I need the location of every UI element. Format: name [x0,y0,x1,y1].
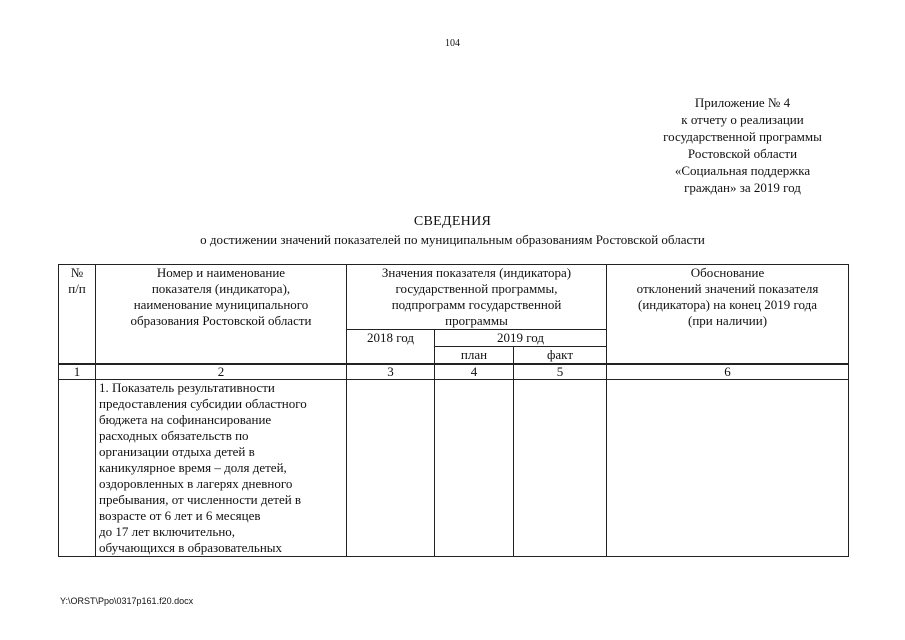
file-path-footer: Y:\ORST\Ppo\0317p161.f20.docx [60,596,194,606]
page-number: 104 [445,38,460,49]
column-number: 6 [607,364,849,380]
appendix-line: граждан» за 2019 год [684,180,801,195]
row-plan-cell [435,380,514,557]
header-values-line: подпрограмм государственной [391,297,562,312]
header-name-line: Номер и наименование [156,265,286,280]
header-justification-line: Обоснование [690,265,765,280]
header-fact: факт [514,347,607,365]
indicators-table [58,264,849,557]
appendix-block [610,94,875,196]
row-name-line: каникулярное время – доля детей, [99,460,287,475]
column-number: 3 [347,364,435,380]
appendix-line: Приложение № 4 [694,95,791,110]
header-values-line: программы [445,313,508,328]
row-name-line: пребывания, от численности детей в [99,492,302,507]
row-name-line: возрасте от 6 лет и 6 месяцев [99,508,261,523]
row-name-line: организации отдыха детей в [99,444,255,459]
row-name-line: оздоровленных в лагерях дневного [99,476,293,491]
column-number: 4 [435,364,514,380]
row-name-line: до 17 лет включительно, [99,524,236,539]
column-number: 5 [514,364,607,380]
row-name-line: бюджета на софинансирование [99,412,272,427]
header-values-line: государственной программы, [395,281,558,296]
document-subtitle: о достижении значений показателей по муниципальным образованиям Ростовской области [200,232,705,247]
header-plan: план [435,347,514,365]
header-name-line: показателя (индикатора), [151,281,291,296]
header-row [59,265,849,330]
row-num-cell [59,380,96,557]
header-justification-line: (индикатора) на конец 2019 года [637,297,818,312]
header-justification-line: (при наличии) [687,313,768,328]
header-name-line: образования Ростовской области [130,313,312,328]
row-name-line: обучающихся в образовательных [99,540,283,555]
appendix-line: «Социальная поддержка [674,163,811,178]
column-number: 2 [96,364,347,380]
header-num-line: № [70,265,84,280]
row-name-line: предоставления субсидии областного [99,396,307,411]
column-number: 1 [59,364,96,380]
header-name-line: наименование муниципального [133,297,309,312]
column-number-row [59,364,849,380]
appendix-line: к отчету о реализации [681,112,804,127]
row-fact-cell [514,380,607,557]
header-justification [607,265,849,365]
appendix-line: Ростовской области [687,146,798,161]
row-name-line: 1. Показатель результативности [99,380,275,395]
header-num [59,265,96,365]
header-values [347,265,607,330]
header-year-2018: 2018 год [347,330,435,365]
table-row [59,380,849,557]
header-year-2019: 2019 год [435,330,607,347]
header-values-line: Значения показателя (индикатора) [381,265,572,280]
appendix-line: государственной программы [663,129,822,144]
row-2018-cell [347,380,435,557]
row-name-line: расходных обязательств по [99,428,249,443]
row-name-cell [96,380,347,557]
row-justification-cell [607,380,849,557]
header-name [96,265,347,365]
header-justification-line: отклонений значений показателя [636,281,819,296]
header-num-line: п/п [68,281,86,296]
document-title: СВЕДЕНИЯ [413,214,492,229]
